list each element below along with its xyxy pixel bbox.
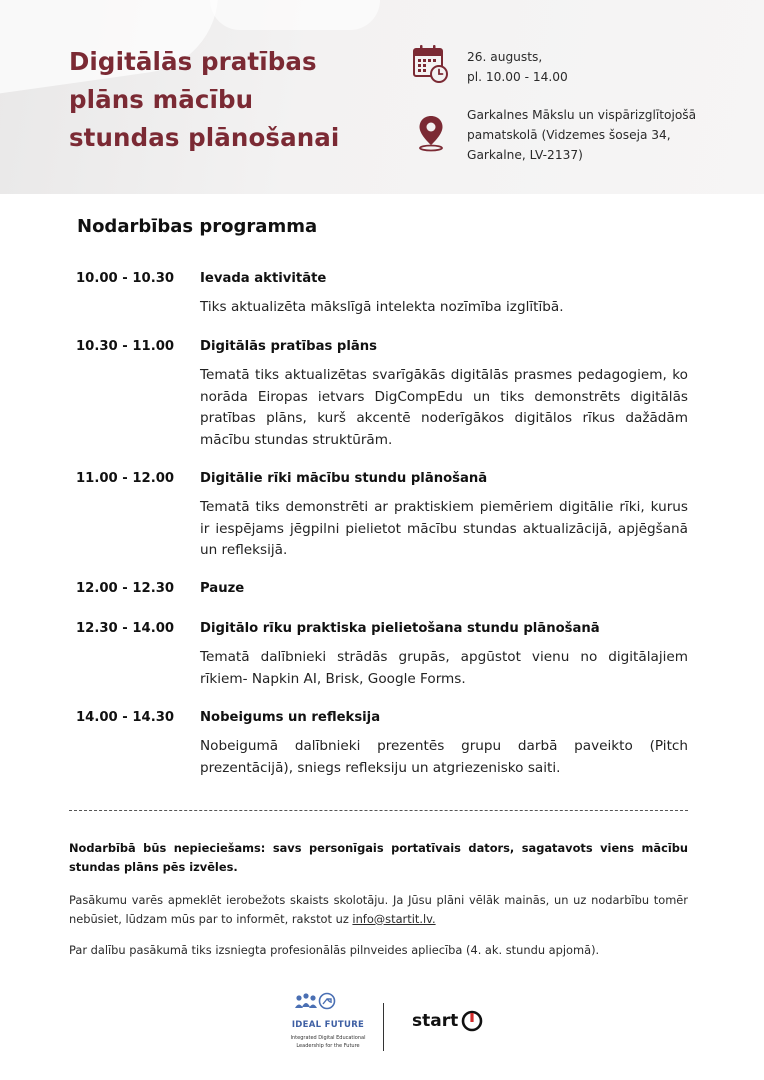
title-line: plāns mācību	[69, 85, 254, 114]
people-icon	[295, 993, 317, 1008]
location-line: pamatskolā (Vidzemes šoseja 34,	[467, 128, 671, 142]
program-title: Pauze	[200, 581, 245, 596]
event-date	[467, 47, 568, 87]
attendance-text: Pasākumu varēs apmeklēt ierobežots skaists skolotāju. Ja Jūsu plāni vēlāk mainās, un uz nodarbību tomēr nebūsiet, lūdzam mūs par to informēt, rakstot uz	[69, 893, 688, 926]
header-banner	[0, 0, 764, 194]
program-title: Ievada aktivitāte	[200, 271, 327, 286]
page-title	[69, 43, 399, 157]
start-logo-text: start	[412, 1011, 459, 1031]
program-title: Digitālās pratības plāns	[200, 339, 378, 354]
program-time: 10.00 - 10.30	[76, 271, 175, 286]
start-logo	[412, 1010, 483, 1032]
program-title: Digitālo rīku praktiska pielietošana stundu plānošanā	[200, 621, 600, 636]
title-line: stundas plānošanai	[69, 123, 340, 152]
program-description: Tiks aktualizēta mākslīgā intelekta nozīmība izglītībā.	[200, 299, 564, 315]
location-line: Garkalne, LV-2137)	[467, 148, 583, 162]
ideal-future-logo	[268, 990, 388, 1070]
logo-separator	[383, 1003, 384, 1051]
ideal-future-tagline: Integrated Digital Educational	[290, 1035, 366, 1041]
ideal-future-name: IDEAL FUTURE	[291, 1020, 365, 1030]
program-time: 14.00 - 14.30	[76, 710, 175, 725]
attendance-note	[69, 891, 688, 928]
program-title: Digitālie rīki mācību stundu plānošanā	[200, 471, 488, 486]
dashed-divider	[69, 810, 688, 811]
program-heading: Nodarbības programma	[77, 216, 318, 237]
program-description: Tematā tiks aktualizētas svarīgākās digitālās prasmes pedagogiem, ko norāda Eiropas ietvars DigCompEdu un tiks demonstrēts digitālās pratības plāns, kurš akcentē noderīgākos digitālos rīkus dažādām mācību stundas struktūrām.	[200, 367, 688, 448]
program-time: 12.00 - 12.30	[76, 581, 175, 596]
title-line: Digitālās pratības	[69, 47, 317, 76]
program-description: Nobeigumā dalībnieki prezentēs grupu darbā paveikto (Pitch prezentācijā), sniegs refleksiju un atgriezenisko saiti.	[200, 738, 688, 776]
program-time: 12.30 - 14.00	[76, 621, 175, 636]
ideal-future-tagline: Leadership for the Future	[296, 1043, 360, 1049]
program-description: Tematā dalībnieki strādās grupās, apgūstot vienu no digitālajiem rīkiem- Napkin AI, Brisk, Google Forms.	[200, 649, 688, 687]
program-title: Nobeigums un refleksija	[200, 710, 381, 725]
power-icon	[461, 1010, 483, 1032]
calendar-clock-icon	[412, 44, 450, 84]
program-time: 11.00 - 12.00	[76, 471, 175, 486]
requirements-note: Nodarbībā būs nepieciešams: savs personīgais portatīvais dators, sagatavots viens mācību stundas plāns pēs izvēles.	[69, 841, 688, 874]
certificate-note: Par dalību pasākumā tiks izsniegta profesionālās pilnveides apliecība (4. ak. stundu apjomā).	[69, 943, 600, 957]
arrow-circle-icon	[320, 994, 335, 1009]
date-text: 26. augusts,	[467, 50, 543, 64]
program-time: 10.30 - 11.00	[76, 339, 175, 354]
map-pin-icon	[416, 114, 446, 152]
email-link[interactable]: info@startit.lv.	[352, 911, 436, 926]
time-text: pl. 10.00 - 14.00	[467, 70, 568, 84]
program-description: Tematā tiks demonstrēti ar praktiskiem piemēriem digitālie rīki, kurus ir iespējams jēgpilni pielietot mācību stundas aktualizācijā, apjēgšanā un refleksijā.	[200, 499, 688, 558]
event-location	[467, 105, 696, 165]
location-line: Garkalnes Mākslu un vispārizglītojošā	[467, 108, 697, 122]
header-decoration	[210, 0, 380, 30]
